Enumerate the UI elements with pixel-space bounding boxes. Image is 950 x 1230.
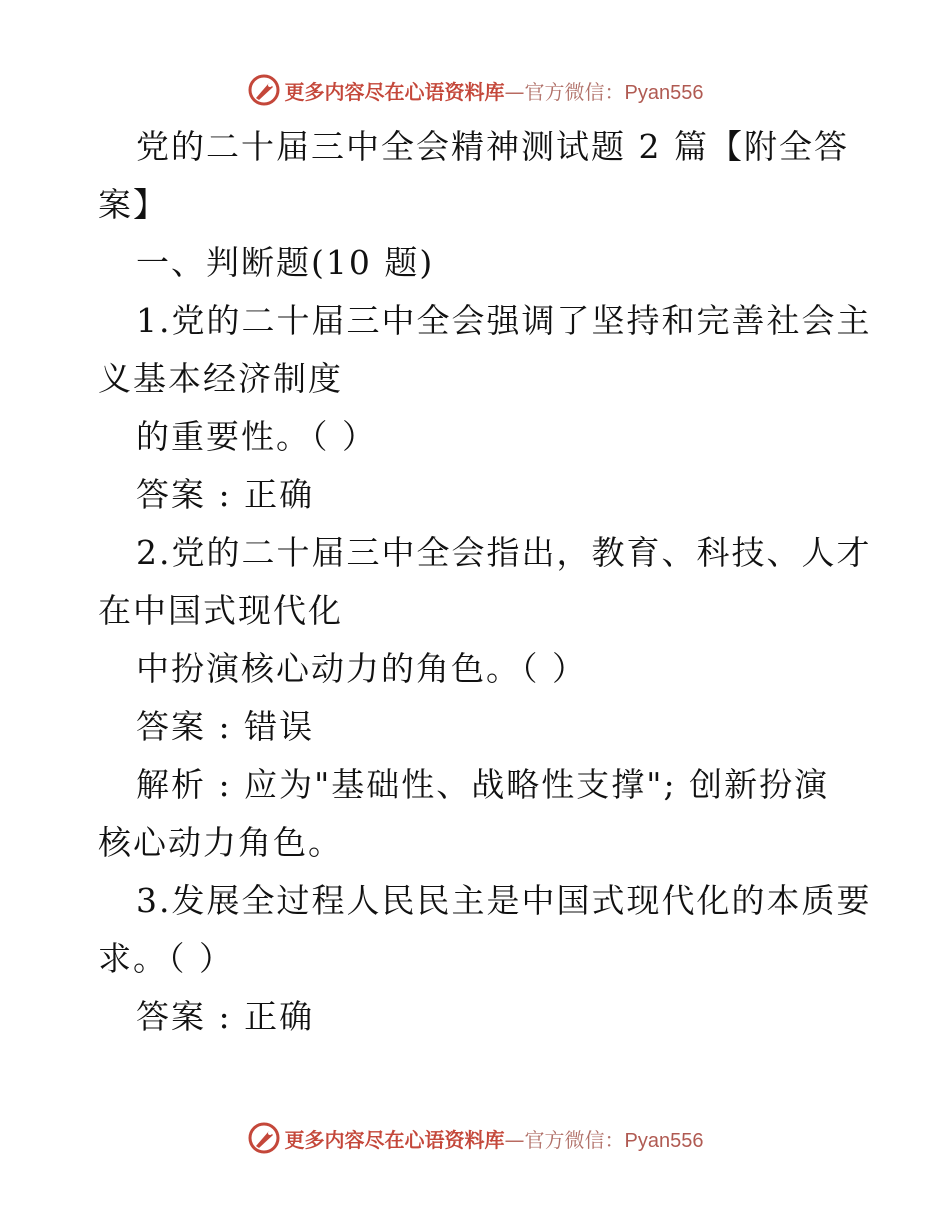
section-heading: 一、判断题(10 题) [136, 243, 435, 282]
pen-nib-logo-icon [247, 73, 281, 107]
question-2-answer: 答案 : 错误 [136, 707, 315, 746]
question-2-analysis-line-1: 解析 : 应为"基础性、战略性支撑"; 创新扮演 [136, 765, 830, 804]
question-3-line-1: 3.发展全过程人民民主是中国式现代化的本质要 [136, 881, 872, 920]
banner-wechat-id: Pyan556 [624, 81, 704, 104]
banner-main-text: 更多内容尽在心语资料库 [284, 79, 505, 104]
question-1-line-2: 义基本经济制度 [98, 359, 343, 398]
pen-nib-logo-icon [247, 1121, 281, 1155]
document-title-line-2: 案】 [98, 185, 168, 224]
banner-wechat-label: 官方微信： [524, 79, 625, 104]
footer-watermark-banner [0, 1116, 950, 1160]
question-2-line-2: 在中国式现代化 [98, 591, 343, 630]
question-2-line-3: 中扮演核心动力的角色。（ ） [136, 649, 587, 688]
question-1-line-3: 的重要性。（ ） [136, 417, 377, 456]
question-1-answer: 答案 : 正确 [136, 475, 315, 514]
question-1-line-1: 1.党的二十届三中全会强调了坚持和完善社会主 [136, 301, 872, 340]
question-2-line-1: 2.党的二十届三中全会指出，教育、科技、人才 [136, 533, 872, 572]
banner-wechat-label: 官方微信： [524, 1127, 625, 1152]
banner-dash: — [504, 1127, 525, 1152]
question-2-analysis-line-2: 核心动力角色。 [98, 823, 343, 862]
banner-main-text: 更多内容尽在心语资料库 [284, 1127, 505, 1152]
header-watermark-banner [0, 68, 950, 112]
document-body [98, 118, 872, 1046]
question-3-answer: 答案 : 正确 [136, 997, 315, 1036]
question-3-line-2: 求。（ ） [98, 939, 234, 978]
banner-wechat-id: Pyan556 [624, 1129, 704, 1152]
banner-dash: — [504, 79, 525, 104]
document-title-line-1: 党的二十届三中全会精神测试题 2 篇【附全答 [136, 127, 849, 166]
